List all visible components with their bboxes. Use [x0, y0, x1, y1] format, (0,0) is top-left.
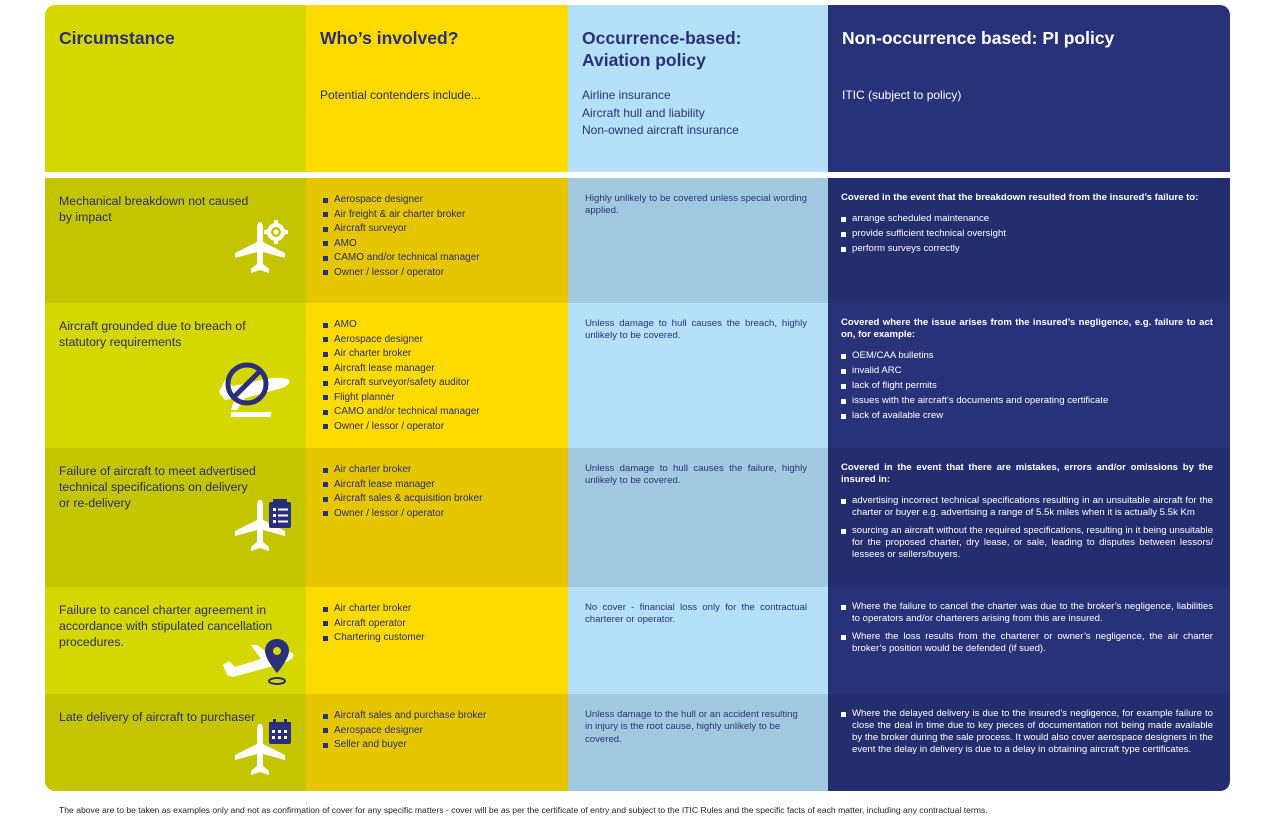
list-item: Seller and buyer	[323, 738, 563, 753]
list-item: AMO	[323, 237, 563, 252]
list-item: Aircraft surveyor/safety auditor	[323, 376, 563, 391]
circumstance-text: Late delivery of aircraft to purchaser	[59, 710, 256, 724]
list-item: Owner / lessor / operator	[323, 507, 563, 522]
row-3-involved	[306, 448, 568, 587]
list-item: Aircraft sales and purchase broker	[323, 709, 563, 724]
header-aviation-title-line2: Aviation policy	[582, 50, 706, 70]
list-item: perform surveys correctly	[841, 243, 1213, 255]
circumstance-text: Failure to cancel charter agreement in accordance with stipulated cancellation procedures.	[59, 603, 273, 649]
header-circumstance	[45, 5, 306, 172]
circumstance-text: Mechanical breakdown not caused by impact	[59, 194, 249, 224]
header-pi-title: Non-occurrence based: PI policy	[842, 28, 1115, 48]
pi-list	[841, 350, 1213, 422]
aviation-text: Unless damage to the hull or an accident resulting in injury is the root cause, highly unlikely to be covered.	[585, 709, 798, 745]
row-1-involved	[306, 178, 568, 303]
list-item: OEM/CAA bulletins	[841, 350, 1213, 362]
aviation-text: Unless damage to hull causes the failure, highly unlikely to be covered.	[585, 463, 807, 487]
row-3-aviation	[568, 448, 828, 587]
row-1-pi	[828, 178, 1230, 303]
header-aviation-title-line1: Occurrence-based:	[582, 28, 742, 48]
row-4-involved	[306, 587, 568, 694]
aviation-text: Highly unlikely to be covered unless special wording applied.	[585, 193, 807, 217]
list-item: Aerospace designer	[323, 724, 563, 739]
list-item: Air freight & air charter broker	[323, 208, 563, 223]
header-circumstance-title: Circumstance	[59, 28, 175, 48]
grounded-plane-icon	[215, 358, 295, 422]
involved-list	[323, 602, 563, 646]
pi-list	[841, 601, 1213, 655]
row-5-circumstance	[45, 694, 306, 791]
list-item: provide sufficient technical oversight	[841, 228, 1213, 240]
list-item: invalid ARC	[841, 365, 1213, 377]
row-3-circumstance	[45, 448, 306, 587]
plane-location-pin-icon	[221, 637, 297, 689]
involved-list	[323, 193, 563, 280]
pi-list	[841, 495, 1213, 561]
list-item: Air charter broker	[323, 602, 563, 617]
row-3-pi	[828, 448, 1230, 587]
pi-text	[841, 192, 1213, 258]
pi-list	[841, 708, 1213, 756]
involved-list	[323, 709, 563, 753]
aviation-text: Unless damage to hull causes the breach, highly unlikely to be covered.	[585, 318, 807, 342]
list-item: sourcing an aircraft without the required specifications, resulting in it being unsuitable for the proposed charter, dry lease, or sale, leading to disputes between lessors/ lessees or sellers/buyers.	[841, 525, 1213, 561]
list-item: Aircraft surveyor	[323, 222, 563, 237]
header-whos-involved-sub: Potential contenders include...	[320, 88, 481, 102]
row-5-aviation	[568, 694, 828, 791]
row-2-pi	[828, 303, 1230, 448]
pi-lead: Covered where the issue arises from the insured’s negligence, e.g. failure to act on, for example:	[841, 317, 1213, 340]
list-item: Flight planner	[323, 391, 563, 406]
row-4-circumstance	[45, 587, 306, 694]
list-item: Owner / lessor / operator	[323, 420, 563, 435]
pi-text	[841, 601, 1213, 661]
header-aviation-item: Non-owned aircraft insurance	[582, 123, 739, 137]
list-item: advertising incorrect technical specifications resulting in an unsuitable aircraft for the charter or buyer e.g. advertising a range of 5.5k miles when it is actually 5.5k Km	[841, 495, 1213, 519]
list-item: Where the delayed delivery is due to the insured’s negligence, for example failure to close the deal in time due to key pieces of documentation not being made available by the broker during the sale process. It would also cover aerospace designers in the event the delay in delivery is due to a delay in obtaining aircraft type certificates.	[841, 708, 1213, 756]
plane-clipboard-icon	[233, 496, 295, 558]
list-item: Owner / lessor / operator	[323, 266, 563, 281]
list-item: issues with the aircraft’s documents and operating certificate	[841, 395, 1213, 407]
row-2-involved	[306, 303, 568, 448]
header-pi-sub: ITIC (subject to policy)	[842, 88, 962, 102]
row-1-aviation	[568, 178, 828, 303]
footnote: The above are to be taken as examples only and not as confirmation of cover for any specific matters - cover will be as per the certificate of entry and subject to the ITIC Rules and the specific facts of each matter, including any contractual terms.	[59, 805, 988, 815]
pi-lead: Covered in the event that there are mistakes, errors and/or omissions by the insured in:	[841, 462, 1213, 485]
list-item: lack of available crew	[841, 410, 1213, 422]
list-item: CAMO and/or technical manager	[323, 405, 563, 420]
header-whos-involved	[306, 5, 568, 172]
list-item: Where the failure to cancel the charter was due to the broker’s negligence, liabilities to operators and/or charterers arising from this are insured.	[841, 601, 1213, 625]
row-2-aviation	[568, 303, 828, 448]
aviation-text: No cover - financial loss only for the contractual charterer or operator.	[585, 602, 807, 626]
pi-lead: Covered in the event that the breakdown resulted from the insured’s failure to:	[841, 192, 1199, 203]
list-item: Air charter broker	[323, 347, 563, 362]
involved-list	[323, 318, 563, 434]
pi-text	[841, 708, 1213, 759]
header-pi-policy	[828, 5, 1230, 172]
list-item: CAMO and/or technical manager	[323, 251, 563, 266]
row-4-aviation	[568, 587, 828, 694]
header-aviation-policy	[568, 5, 828, 172]
row-5-involved	[306, 694, 568, 791]
header-aviation-title	[582, 27, 742, 71]
pi-list	[841, 213, 1213, 255]
row-1-circumstance	[45, 178, 306, 303]
row-5-pi	[828, 694, 1230, 791]
plane-gear-icon	[233, 218, 293, 278]
list-item: Aircraft lease manager	[323, 478, 563, 493]
circumstance-text: Failure of aircraft to meet advertised technical specifications on delivery or re-delivery	[59, 464, 256, 510]
list-item: arrange scheduled maintenance	[841, 213, 1213, 225]
list-item: Aircraft sales & acquisition broker	[323, 492, 563, 507]
header-aviation-item: Aircraft hull and liability	[582, 105, 705, 120]
header-whos-involved-title: Who’s involved?	[320, 28, 459, 48]
list-item: Where the loss results from the charterer or owner’s negligence, the air charter broker’s position would be defended (if sued).	[841, 631, 1213, 655]
list-item: Aircraft lease manager	[323, 362, 563, 377]
plane-calendar-icon	[233, 718, 295, 780]
list-item: AMO	[323, 318, 563, 333]
cover-comparison-table	[45, 5, 1230, 791]
pi-text	[841, 317, 1213, 425]
header-aviation-item: Airline insurance	[582, 88, 671, 102]
header-aviation-items	[582, 87, 739, 140]
list-item: Aerospace designer	[323, 333, 563, 348]
circumstance-text: Aircraft grounded due to breach of statutory requirements	[59, 319, 246, 349]
list-item: Aircraft operator	[323, 617, 563, 632]
pi-text	[841, 462, 1213, 567]
list-item: Air charter broker	[323, 463, 563, 478]
list-item: lack of flight permits	[841, 380, 1213, 392]
involved-list	[323, 463, 563, 521]
row-2-circumstance	[45, 303, 306, 448]
list-item: Aerospace designer	[323, 193, 563, 208]
row-4-pi	[828, 587, 1230, 694]
list-item: Chartering customer	[323, 631, 563, 646]
